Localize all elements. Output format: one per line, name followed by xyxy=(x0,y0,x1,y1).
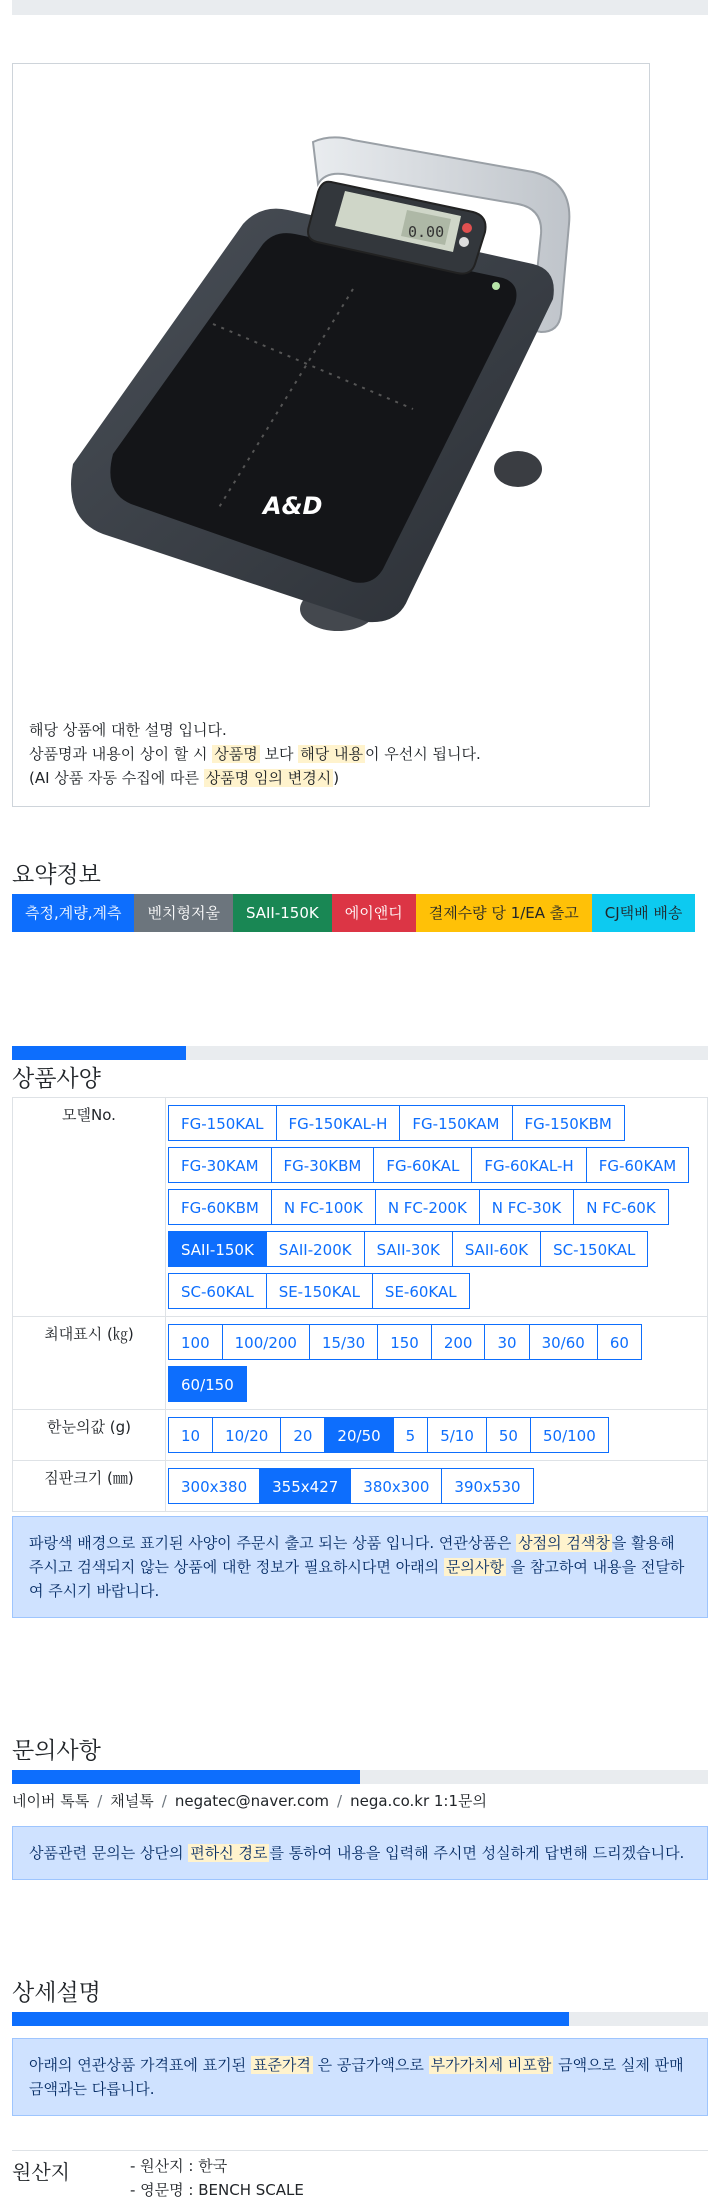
spec-row xyxy=(13,1410,708,1461)
spec-option-button[interactable]: SC-150KAL xyxy=(540,1231,648,1267)
notice-text: 을 참고하여 내용을 전달하여 주시기 바랍니다. xyxy=(29,1558,685,1600)
desc-text: ) xyxy=(333,769,340,787)
highlight-name-change: 상품명 임의 변경시 xyxy=(205,769,332,787)
spec-option-button[interactable]: 150 xyxy=(377,1324,432,1360)
spec-option-button[interactable]: 5/10 xyxy=(427,1417,487,1453)
notice-text: 아래의 연관상품 가격표에 표기된 xyxy=(29,2056,251,2074)
desc-line-1: 해당 상품에 대한 설명 입니다. xyxy=(29,721,227,739)
spec-option-button[interactable]: N FC-200K xyxy=(375,1189,480,1225)
spec-option-button[interactable]: SE-60KAL xyxy=(372,1273,470,1309)
summary-badge: 결제수량 당 1/EA 출고 xyxy=(416,894,592,932)
breadcrumb-separator: / xyxy=(337,1792,343,1810)
summary-title: 요약정보 xyxy=(12,862,101,888)
spec-title: 상품사양 xyxy=(12,1066,101,1092)
highlight-vat: 부가가치세 비포함 xyxy=(430,2056,552,2074)
summary-badges xyxy=(12,894,712,932)
spec-option-button[interactable]: 390x530 xyxy=(441,1468,533,1504)
summary-badge: CJ택배 배송 xyxy=(592,894,696,932)
spec-option-button[interactable]: FG-30KBM xyxy=(271,1147,375,1183)
spec-option-button[interactable]: 10/20 xyxy=(212,1417,281,1453)
desc-text: 이 우선시 됩니다. xyxy=(364,745,481,763)
spec-label: 모델No. xyxy=(13,1098,166,1317)
spec-option-button[interactable]: 60 xyxy=(597,1324,642,1360)
inquiry-links xyxy=(12,1790,487,1811)
bench-scale-image xyxy=(13,64,649,806)
spec-option-button[interactable]: 10 xyxy=(168,1417,213,1453)
desc-text: (AI 상품 자동 수집에 따른 xyxy=(29,769,204,787)
notice-text: 를 통하여 내용을 입력해 주시면 성실하게 답변해 드리겠습니다. xyxy=(269,1844,685,1862)
spec-option-button[interactable]: FG-150KBM xyxy=(512,1105,625,1141)
breadcrumb-separator: / xyxy=(97,1792,103,1810)
highlight-channel: 편하신 경로 xyxy=(190,1844,268,1862)
spec-option-button[interactable]: SAII-150K xyxy=(168,1231,267,1267)
spec-option-button[interactable]: 50/100 xyxy=(530,1417,609,1453)
spec-options xyxy=(166,1410,708,1461)
spec-option-button[interactable]: FG-150KAM xyxy=(399,1105,512,1141)
spec-option-button[interactable]: SAII-30K xyxy=(364,1231,453,1267)
brand-logo: A&D xyxy=(263,492,323,520)
spec-option-button[interactable]: 15/30 xyxy=(309,1324,378,1360)
summary-badge: 측정,계량,계측 xyxy=(12,894,134,932)
spec-option-button[interactable]: 300x380 xyxy=(168,1468,260,1504)
spec-option-button[interactable]: N FC-60K xyxy=(573,1189,668,1225)
spec-option-button[interactable]: 30/60 xyxy=(529,1324,598,1360)
spec-option-button[interactable]: N FC-100K xyxy=(271,1189,376,1225)
spec-option-button[interactable]: SE-150KAL xyxy=(266,1273,373,1309)
spec-option-button[interactable]: FG-150KAL-H xyxy=(276,1105,401,1141)
origin-country: - 원산지 : 한국 xyxy=(130,2157,228,2175)
summary-badge: 벤치형저울 xyxy=(134,894,232,932)
highlight-content: 해당 내용 xyxy=(300,745,363,763)
inquiry-notice xyxy=(12,1826,708,1880)
detail-progress xyxy=(12,2012,708,2026)
spec-option-button[interactable]: 100/200 xyxy=(222,1324,310,1360)
spec-options xyxy=(166,1461,708,1512)
spec-progress xyxy=(12,1046,708,1060)
detail-title: 상세설명 xyxy=(12,1980,101,2006)
notice-text: 금액으로 실제 판매금액과는 다릅니다. xyxy=(29,2056,684,2098)
highlight-product-name: 상품명 xyxy=(214,745,258,763)
spec-option-button[interactable]: 60/150 xyxy=(168,1366,247,1402)
spec-option-button[interactable]: FG-150KAL xyxy=(168,1105,277,1141)
inquiry-link[interactable]: 네이버 톡톡 xyxy=(12,1792,90,1810)
product-description xyxy=(29,718,481,790)
spec-label: 한눈의값 (g) xyxy=(13,1410,166,1461)
desc-text: 상품명과 내용이 상이 할 시 xyxy=(29,745,213,763)
product-image-box xyxy=(12,63,650,807)
spec-row xyxy=(13,1461,708,1512)
inquiry-title: 문의사항 xyxy=(12,1738,101,1764)
spec-option-button[interactable]: FG-60KAM xyxy=(586,1147,690,1183)
spec-option-button[interactable]: 355x427 xyxy=(259,1468,351,1504)
highlight-search: 상점의 검색창 xyxy=(518,1534,610,1552)
spec-label: 짐판크기 (㎜) xyxy=(13,1461,166,1512)
origin-english-name: - 영문명 : BENCH SCALE xyxy=(130,2181,304,2199)
spec-row xyxy=(13,1317,708,1410)
spec-option-button[interactable]: FG-30KAM xyxy=(168,1147,272,1183)
notice-text: 은 공급가액으로 xyxy=(312,2056,429,2074)
spec-option-button[interactable]: N FC-30K xyxy=(479,1189,574,1225)
desc-text: 보다 xyxy=(259,745,299,763)
inquiry-link[interactable]: negatec@naver.com xyxy=(174,1792,330,1810)
highlight-inquiry: 문의사항 xyxy=(445,1558,504,1576)
inquiry-link[interactable]: 채널톡 xyxy=(110,1792,154,1810)
origin-label: 원산지 xyxy=(12,2160,70,2184)
spec-option-button[interactable]: SAII-200K xyxy=(266,1231,365,1267)
summary-badge: SAII-150K xyxy=(233,894,332,932)
spec-options xyxy=(166,1098,708,1317)
detail-notice xyxy=(12,2038,708,2116)
spec-option-button[interactable]: 20 xyxy=(280,1417,325,1453)
top-bar xyxy=(12,0,708,15)
spec-options xyxy=(166,1317,708,1410)
spec-option-button[interactable]: 50 xyxy=(486,1417,531,1453)
spec-option-button[interactable]: FG-60KAL-H xyxy=(471,1147,586,1183)
spec-table xyxy=(12,1097,708,1512)
notice-text: 상품관련 문의는 상단의 xyxy=(29,1844,189,1862)
spec-option-button[interactable]: 30 xyxy=(484,1324,529,1360)
spec-label: 최대표시 (㎏) xyxy=(13,1317,166,1410)
spec-option-button[interactable]: 5 xyxy=(393,1417,429,1453)
breadcrumb-separator: / xyxy=(161,1792,167,1810)
origin-info xyxy=(130,2154,304,2202)
spec-option-button[interactable]: FG-60KAL xyxy=(373,1147,472,1183)
highlight-standard-price: 표준가격 xyxy=(252,2056,311,2074)
spec-row xyxy=(13,1098,708,1317)
inquiry-link[interactable]: nega.co.kr 1:1문의 xyxy=(350,1792,487,1810)
spec-option-button[interactable]: 380x300 xyxy=(350,1468,442,1504)
spec-option-button[interactable]: 200 xyxy=(431,1324,486,1360)
notice-text: 을 활용해 주시고 검색되지 않는 상품에 대한 정보가 필요하시다면 아래의 xyxy=(29,1534,675,1576)
spec-option-button[interactable]: 20/50 xyxy=(324,1417,393,1453)
divider xyxy=(12,2150,708,2151)
spec-option-button[interactable]: 100 xyxy=(168,1324,223,1360)
weight-display: 0.00 xyxy=(408,223,445,241)
summary-badge: 에이앤디 xyxy=(332,894,416,932)
spec-option-button[interactable]: FG-60KBM xyxy=(168,1189,272,1225)
spec-option-button[interactable]: SC-60KAL xyxy=(168,1273,267,1309)
inquiry-progress xyxy=(12,1770,708,1784)
notice-text: 파랑색 배경으로 표기된 사양이 주문시 출고 되는 상품 입니다. 연관상품은 xyxy=(29,1534,517,1552)
spec-notice xyxy=(12,1516,708,1618)
spec-option-button[interactable]: SAII-60K xyxy=(452,1231,541,1267)
